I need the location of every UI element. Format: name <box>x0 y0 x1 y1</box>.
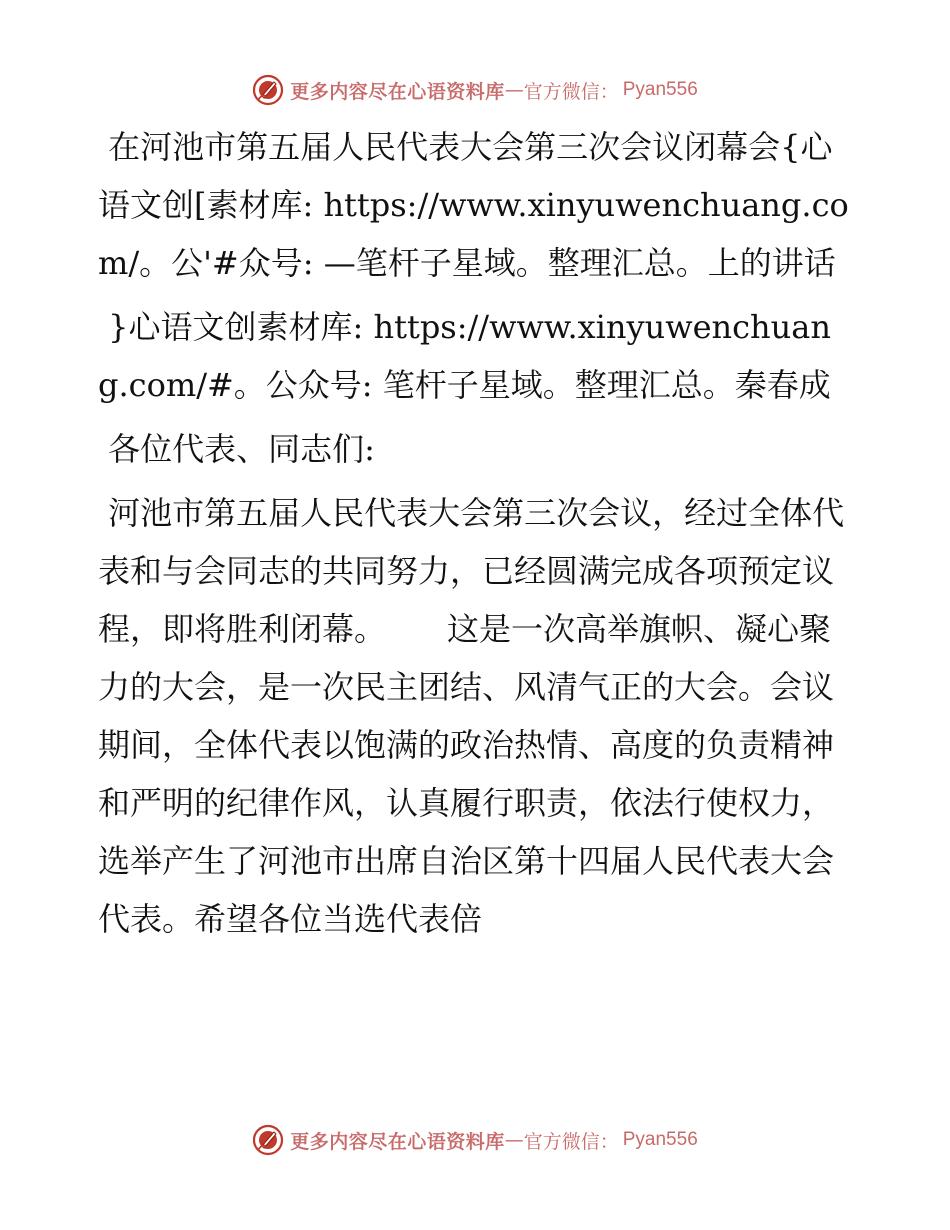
author-line: }心语文创素材库: https://www.xinyuwenchuang.com/#。公众号: 笔杆子星域。整理汇总。秦春成 <box>98 308 831 404</box>
wechat-label: 官方微信： <box>523 1130 619 1153</box>
document-title: 在河池市第五届人民代表大会第三次会议闭幕会{心语文创[素材库: https://www.xinyuwenchuang.com/。公'#众号: —笔杆子星域。整理汇总。上的讲话 <box>98 128 849 282</box>
wechat-account: Pyan556 <box>622 1129 698 1150</box>
brand-logo-icon <box>252 74 284 106</box>
banner-text: 更多内容尽在心语资料库 <box>290 80 505 103</box>
salutation: 各位代表、同志们: <box>98 430 375 468</box>
document-body <box>98 118 850 948</box>
footer-banner <box>0 1120 950 1160</box>
banner-separator: — <box>504 1129 524 1151</box>
body-paragraph: 河池市第五届人民代表大会第三次会议，经过全体代表和与会同志的共同努力，已经圆满完成各项预定议程，即将胜利闭幕。 这是一次高举旗帜、凝心聚力的大会，是一次民主团结、风清气正的大会。会议期间，全体代表以饱满的政治热情、高度的负责精神和严明的纪律作风，认真履行职责，依法行使权力，选举产生了河池市出席自治区第十四届人民代表大会代表。希望各位当选代表倍 <box>98 494 845 938</box>
banner-text: 更多内容尽在心语资料库 <box>290 1130 505 1153</box>
banner-separator: — <box>504 79 524 101</box>
wechat-account: Pyan556 <box>622 79 698 100</box>
brand-logo-icon <box>252 1124 284 1156</box>
header-banner <box>0 70 950 110</box>
wechat-label: 官方微信： <box>523 80 619 103</box>
